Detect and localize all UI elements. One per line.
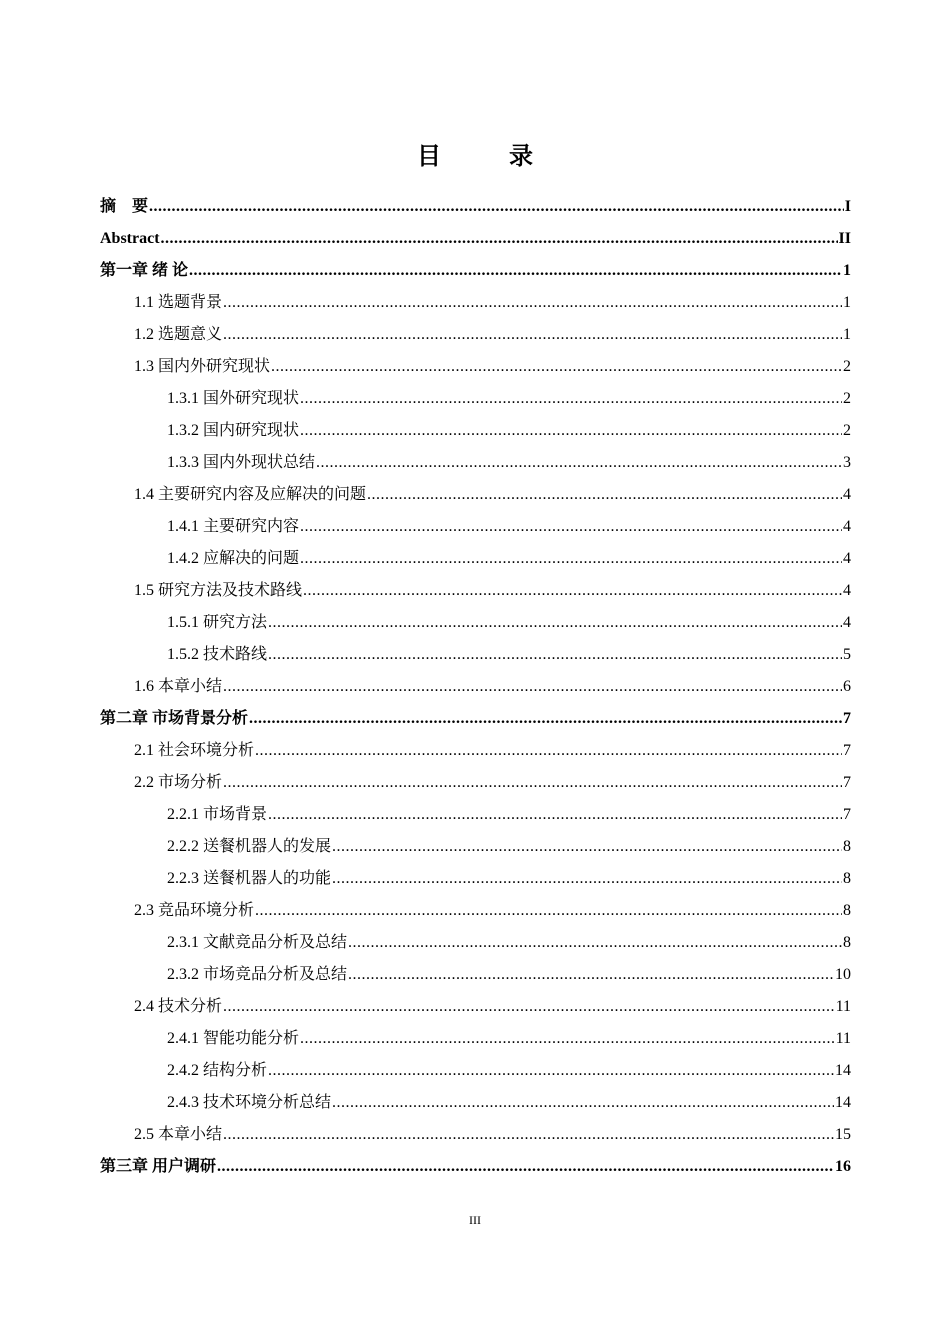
toc-entry-label: 1.4 主要研究内容及应解决的问题 xyxy=(134,486,367,503)
toc-entry[interactable] xyxy=(100,799,851,831)
toc-leader-dots xyxy=(249,703,842,735)
toc-entry-label: 1.5.2 技术路线 xyxy=(167,646,268,663)
toc-entry[interactable] xyxy=(100,959,851,991)
toc-entry-label: 1.3.2 国内研究现状 xyxy=(167,422,300,439)
toc-leader-dots xyxy=(303,575,842,607)
toc-leader-dots xyxy=(300,383,842,415)
toc-leader-dots xyxy=(300,1023,835,1055)
toc-entry-page: 2 xyxy=(843,358,851,375)
toc-entry-page: 2 xyxy=(843,422,851,439)
toc-leader-dots xyxy=(268,1055,834,1087)
toc-leader-dots xyxy=(217,1151,834,1183)
toc-entry-page: 7 xyxy=(843,710,851,727)
toc-entry-label: 2.3 竞品环境分析 xyxy=(134,902,255,919)
toc-leader-dots xyxy=(189,255,842,287)
toc-entry-label: 2.5 本章小结 xyxy=(134,1126,223,1143)
toc-entry[interactable] xyxy=(100,511,851,543)
toc-entry[interactable] xyxy=(100,703,851,735)
toc-entry[interactable] xyxy=(100,319,851,351)
toc-entry-label: 1.4.1 主要研究内容 xyxy=(167,518,300,535)
table-of-contents xyxy=(100,191,851,1183)
toc-entry-label: 1.2 选题意义 xyxy=(134,326,223,343)
toc-entry-page: 4 xyxy=(843,550,851,567)
toc-entry-label: 2.3.2 市场竞品分析及总结 xyxy=(167,966,348,983)
toc-leader-dots xyxy=(300,511,842,543)
toc-entry-page: 8 xyxy=(843,902,851,919)
toc-entry[interactable] xyxy=(100,479,851,511)
toc-leader-dots xyxy=(316,447,842,479)
toc-leader-dots xyxy=(268,607,842,639)
toc-entry[interactable] xyxy=(100,1087,851,1119)
toc-entry-page: 7 xyxy=(843,806,851,823)
toc-entry-page: 6 xyxy=(843,678,851,695)
toc-entry[interactable] xyxy=(100,671,851,703)
toc-leader-dots xyxy=(161,223,838,255)
toc-entry-page: 8 xyxy=(843,838,851,855)
toc-entry-page: I xyxy=(844,198,851,215)
toc-leader-dots xyxy=(367,479,842,511)
toc-entry[interactable] xyxy=(100,927,851,959)
toc-entry-label: 1.3 国内外研究现状 xyxy=(134,358,271,375)
toc-entry[interactable] xyxy=(100,1119,851,1151)
toc-entry[interactable] xyxy=(100,351,851,383)
toc-leader-dots xyxy=(268,639,842,671)
toc-entry-page: 4 xyxy=(843,614,851,631)
toc-entry-label: 2.2.1 市场背景 xyxy=(167,806,268,823)
toc-leader-dots xyxy=(223,991,835,1023)
toc-entry-label: 2.4.3 技术环境分析总结 xyxy=(167,1094,332,1111)
toc-entry[interactable] xyxy=(100,639,851,671)
toc-entry-page: 14 xyxy=(835,1062,851,1079)
toc-entry-label: 1.4.2 应解决的问题 xyxy=(167,550,300,567)
toc-leader-dots xyxy=(268,799,842,831)
toc-entry-label: 第三章 用户调研 xyxy=(100,1158,217,1175)
toc-entry[interactable] xyxy=(100,1151,851,1183)
toc-entry-page: 3 xyxy=(843,454,851,471)
toc-entry[interactable] xyxy=(100,383,851,415)
toc-entry-label: 2.2.3 送餐机器人的功能 xyxy=(167,870,332,887)
toc-entry[interactable] xyxy=(100,991,851,1023)
toc-entry-page: 14 xyxy=(835,1094,851,1111)
toc-entry[interactable] xyxy=(100,191,851,223)
toc-entry[interactable] xyxy=(100,607,851,639)
toc-entry[interactable] xyxy=(100,767,851,799)
toc-entry-page: 1 xyxy=(843,326,851,343)
toc-entry-page: 8 xyxy=(843,934,851,951)
toc-leader-dots xyxy=(332,1087,834,1119)
toc-entry-page: 5 xyxy=(843,646,851,663)
toc-entry[interactable] xyxy=(100,223,851,255)
toc-entry-page: 4 xyxy=(843,582,851,599)
toc-entry-label: 摘 要 xyxy=(100,198,149,215)
toc-entry-page: 2 xyxy=(843,390,851,407)
toc-leader-dots xyxy=(348,927,842,959)
toc-leader-dots xyxy=(332,863,842,895)
toc-entry[interactable] xyxy=(100,1055,851,1087)
toc-entry-page: 4 xyxy=(843,486,851,503)
toc-leader-dots xyxy=(223,767,842,799)
toc-entry-label: 2.1 社会环境分析 xyxy=(134,742,255,759)
toc-entry-label: 第二章 市场背景分析 xyxy=(100,710,249,727)
toc-entry-label: 2.3.1 文献竞品分析及总结 xyxy=(167,934,348,951)
toc-entry[interactable] xyxy=(100,543,851,575)
toc-entry-label: 2.2 市场分析 xyxy=(134,774,223,791)
toc-leader-dots xyxy=(271,351,842,383)
toc-entry[interactable] xyxy=(100,447,851,479)
toc-entry-page: 10 xyxy=(835,966,851,983)
toc-leader-dots xyxy=(332,831,842,863)
toc-entry-label: 1.5 研究方法及技术路线 xyxy=(134,582,303,599)
page-title: 目 录 xyxy=(417,144,555,170)
toc-leader-dots xyxy=(223,671,842,703)
toc-entry-page: II xyxy=(838,230,851,247)
toc-leader-dots xyxy=(300,415,842,447)
toc-leader-dots xyxy=(348,959,834,991)
toc-entry-label: 1.3.1 国外研究现状 xyxy=(167,390,300,407)
toc-entry-page: 1 xyxy=(843,294,851,311)
toc-entry-page: 11 xyxy=(835,1030,851,1047)
toc-leader-dots xyxy=(149,191,844,223)
toc-entry-label: 第一章 绪 论 xyxy=(100,262,189,279)
toc-entry-page: 15 xyxy=(835,1126,851,1143)
toc-leader-dots xyxy=(300,543,842,575)
toc-entry-label: 2.4.2 结构分析 xyxy=(167,1062,268,1079)
toc-leader-dots xyxy=(255,735,842,767)
toc-entry[interactable] xyxy=(100,863,851,895)
toc-entry-page: 11 xyxy=(835,998,851,1015)
toc-leader-dots xyxy=(223,1119,834,1151)
toc-entry[interactable] xyxy=(100,735,851,767)
toc-entry-page: 8 xyxy=(843,870,851,887)
toc-entry[interactable] xyxy=(100,415,851,447)
toc-entry-page: 1 xyxy=(843,262,851,279)
toc-entry-label: 1.3.3 国内外现状总结 xyxy=(167,454,316,471)
toc-entry-label: 2.4.1 智能功能分析 xyxy=(167,1030,300,1047)
toc-entry-page: 7 xyxy=(843,774,851,791)
toc-entry-label: 1.5.1 研究方法 xyxy=(167,614,268,631)
page-number: III xyxy=(469,1213,481,1227)
toc-leader-dots xyxy=(223,287,842,319)
toc-entry-label: 2.2.2 送餐机器人的发展 xyxy=(167,838,332,855)
toc-entry[interactable] xyxy=(100,831,851,863)
toc-entry[interactable] xyxy=(100,895,851,927)
toc-entry[interactable] xyxy=(100,255,851,287)
toc-leader-dots xyxy=(223,319,842,351)
toc-entry-label: 1.6 本章小结 xyxy=(134,678,223,695)
toc-entry[interactable] xyxy=(100,1023,851,1055)
toc-entry-page: 4 xyxy=(843,518,851,535)
toc-entry-page: 7 xyxy=(843,742,851,759)
toc-entry-label: 2.4 技术分析 xyxy=(134,998,223,1015)
toc-leader-dots xyxy=(255,895,842,927)
toc-entry-label: 1.1 选题背景 xyxy=(134,294,223,311)
toc-entry[interactable] xyxy=(100,287,851,319)
toc-entry-page: 16 xyxy=(835,1158,851,1175)
toc-entry-label: Abstract xyxy=(100,230,160,247)
toc-entry[interactable] xyxy=(100,575,851,607)
